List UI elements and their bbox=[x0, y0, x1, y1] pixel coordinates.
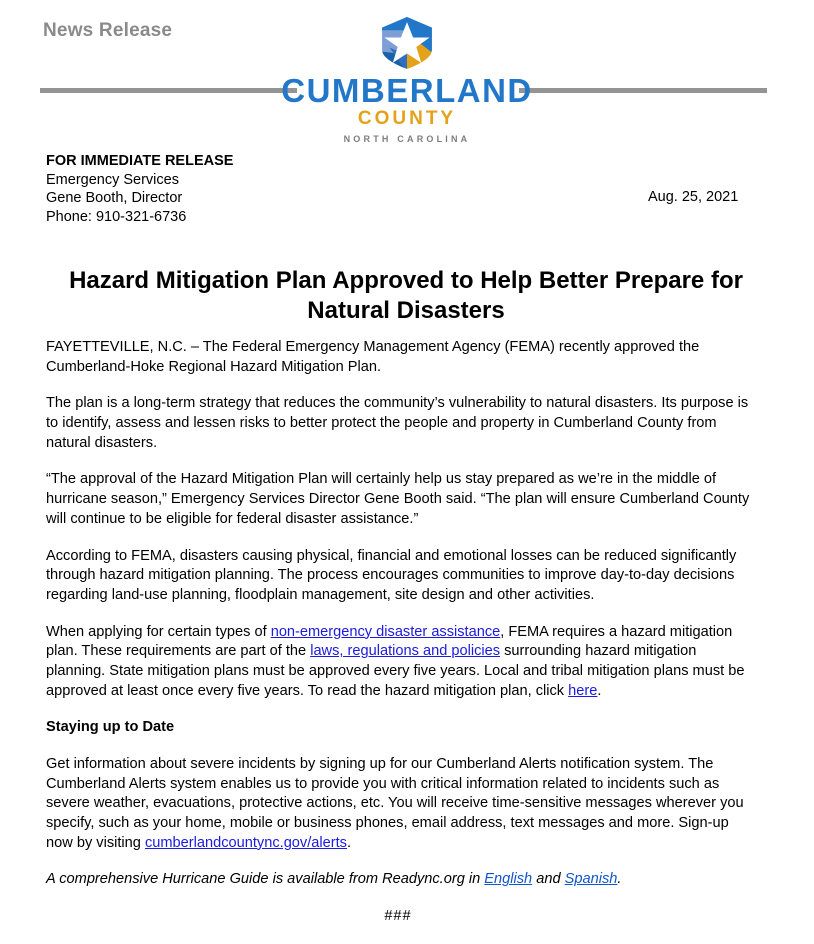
link-non-emergency-disaster-assistance[interactable]: non-emergency disaster assistance bbox=[270, 623, 501, 640]
requirements-text-1: When applying for certain types of bbox=[46, 623, 271, 640]
paragraph-cumberland-alerts bbox=[46, 755, 750, 853]
link-cumberland-alerts-signup[interactable]: cumberlandcountync.gov/alerts bbox=[144, 834, 347, 851]
section-heading-staying-up-to-date: Staying up to Date bbox=[46, 719, 175, 736]
cumberland-county-shield-star-icon bbox=[378, 14, 436, 72]
logo-text-cumberland: CUMBERLAND bbox=[281, 72, 533, 109]
paragraph-plan-overview: The plan is a long-term strategy that reduces the community’s vulnerability to natural disasters. Its purpose is to identify, assess and lessen risks to better protect the people and property in Cumberland County from natural disasters. bbox=[46, 395, 749, 451]
department-name: Emergency Services bbox=[46, 171, 179, 188]
county-logo bbox=[0, 14, 814, 144]
paragraph-lede: FAYETTEVILLE, N.C. – The Federal Emergency Management Agency (FEMA) recently approved the Cumberland-Hoke Regional Hazard Mitigation Plan. bbox=[46, 339, 700, 375]
alerts-text-1: Get information about severe incidents by signing up for our Cumberland Alerts notification system. The Cumberland Alerts system enables us to provide you with critical information related to incidents such as severe weather, evacuations, protective actions, etc. You will receive time-sensitive messages wherever you specify, such as your home, mobile or business phones, email address, text messages and more. Sign-up now by visiting bbox=[46, 756, 744, 851]
contact-person: Gene Booth, Director bbox=[46, 190, 183, 207]
logo-text-north-carolina: NORTH CAROLINA bbox=[343, 134, 471, 144]
link-hurricane-guide-spanish[interactable]: Spanish bbox=[564, 871, 618, 888]
link-hurricane-guide-english[interactable]: English bbox=[484, 871, 533, 888]
link-laws-regulations-policies[interactable]: laws, regulations and policies bbox=[310, 643, 501, 660]
contact-block bbox=[46, 152, 233, 226]
logo-text-county: COUNTY bbox=[357, 108, 457, 129]
paragraph-fema-benefits: According to FEMA, disasters causing physical, financial and emotional losses can be reduced significantly through hazard mitigation planning. The process encourages communities to improve day-to-day decisions regarding land-use planning, floodplain management, site design and other activities. bbox=[46, 547, 737, 603]
page-title: Hazard Mitigation Plan Approved to Help Better Prepare for Natural Disasters bbox=[69, 267, 743, 324]
article-body bbox=[46, 338, 750, 944]
for-immediate-release-label: FOR IMMEDIATE RELEASE bbox=[46, 153, 234, 169]
news-release-label: News Release bbox=[43, 20, 173, 41]
requirements-text-2: , FEMA requires a hazard mitigation plan. These requirements are part of the bbox=[46, 623, 733, 660]
requirements-text-3: surrounding hazard mitigation planning. State mitigation plans must be approved every five years. Local and tribal mitigation plans must be approved at least once every five years. To read the hazard mitigation plan, click bbox=[46, 643, 745, 699]
guide-text-3: . bbox=[617, 871, 622, 888]
end-of-release-marks: ### bbox=[384, 908, 412, 925]
paragraph-requirements bbox=[46, 623, 750, 702]
requirements-text-4: . bbox=[597, 682, 602, 699]
contact-phone: Phone: 910-321-6736 bbox=[46, 208, 187, 225]
alerts-text-2: . bbox=[346, 834, 352, 851]
paragraph-director-quote: “The approval of the Hazard Mitigation Plan will certainly help us stay prepared as we’re in the middle of hurricane season,” Emergency Services Director Gene Booth said. “The plan will ensure Cumberland County will continue to be eligible for federal disaster assistance.” bbox=[46, 471, 750, 527]
link-here[interactable]: here bbox=[568, 682, 598, 699]
guide-text-2: and bbox=[532, 871, 565, 888]
guide-text-1: A comprehensive Hurricane Guide is available from Readync.org in bbox=[46, 871, 485, 888]
paragraph-hurricane-guide bbox=[46, 870, 750, 890]
release-date: Aug. 25, 2021 bbox=[648, 189, 739, 205]
